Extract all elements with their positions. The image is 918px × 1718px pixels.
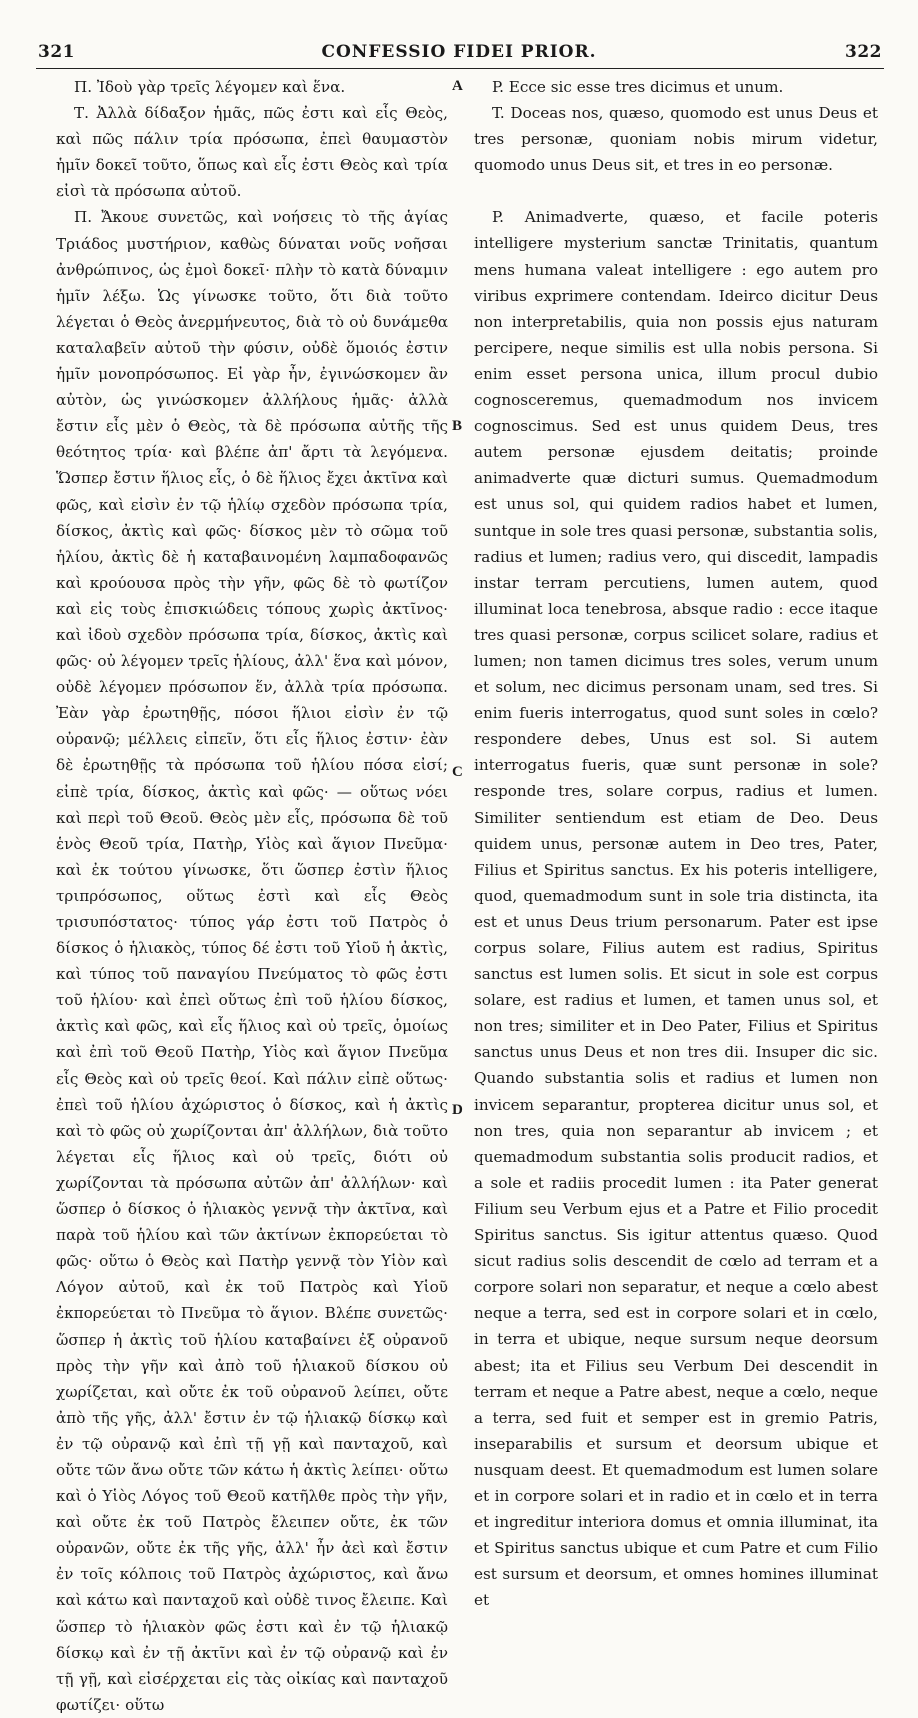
section-marker-a: A (452, 78, 463, 94)
latin-column (474, 74, 878, 1613)
latin-paragraph-1: P. Ecce sic esse tres dicimus et unum. (492, 78, 784, 96)
latin-paragraph-2: T. Doceas nos, quæso, quomodo est unus Deus et tres personæ, quoniam nobis mirum videtur, quomodo unus Deus sit, et tres in eo personæ. (474, 104, 878, 175)
page-number-left: 321 (38, 42, 75, 62)
header-rule (36, 68, 884, 69)
latin-paragraph-3: P. Animadverte, quæso, et facile poteris intelligere mysterium sanctæ Trinitatis, quantum mens humana valeat intelligere : ego autem pro viribus exprimere contendam. Ideirco dicitur Deus non interpretabilis, quia non possis ejus naturam percipere, neque similis est ulla nobis persona. Si enim esset persona unica, illum procul dubio cognosceremus, quemadmodum nos invicem cognoscimus. Sed est unus quidem Deus, tres autem personæ ejusdem deitatis; proinde animadverte quæ dicturi sumus. Quemadmodum est unus sol, qui quidem radios habet et lumen, suntque in sole tres quasi personæ, substantia solis, radius et lumen; radius vero, qui discedit, lampadis instar terram percutiens, lumen autem, quod illuminat loca tenebrosa, absque radio : ecce itaque tres quasi personæ, corpus scilicet solare, radius et lumen; non tamen dicimus tres soles, verum unum et solum, nec dicimus personam unam, sed tres. Si enim fueris interrogatus, quod sunt soles in cœlo? respondere debes, Unus est sol. Si autem interrogatus fueris, quæ sunt personæ in sole? responde tres, solare corpus, radius et lumen. Similiter sentiendum est etiam de Deo. Deus quidem unus, personæ autem in Deo tres, Pater, Filius et Spiritus sanctus. Ex his poteris intelligere, quod, quemadmodum sunt in sole tria distincta, ita est et unus Deus trium personarum. Pater est ipse corpus solare, Filius autem est radius, Spiritus sanctus est lumen solis. Et sicut in sole est corpus solare, est radius et lumen, et tamen unus sol, et non tres; similiter et in Deo Pater, Filius et Spiritus sanctus unus Deus et non tres dii. Insuper dic sic. Quando substantia solis et radius et lumen non invicem separantur, propterea dicitur unus sol, et non tres, quia non separantur ab invicem ; et quemadmodum substantia solis producit radios, et a sole et radiis procedit lumen : ita Pater generat Filium seu Verbum ejus et a Patre et Filio procedit Spiritus sanctus. Sis igitur attentus quæso. Quod sicut radius solis descendit de cœlo ad terram et a corpore solari non separatur, et neque a cœlo abest neque a terra, sed est in corpore solari et in cœlo, in terra et ubique, neque sursum neque deorsum abest; ita et Filius seu Verbum Dei descendit in terram et neque a Patre abest, neque a cœlo, neque a terra, sed fuit et semper est in gremio Patris, inseparabilis et sursum et deorsum ubique et nusquam deest. Et quemadmodum est lumen solare et in corpore solari et in radio et in cœlo et in terra et ingreditur interiora domus et omnia illuminat, ita et Spiritus sanctus ubique et cum Patre et cum Filio est sursum et deorsum, et omnes homines illuminat et (474, 208, 878, 1610)
section-marker-c: C (452, 764, 463, 780)
section-marker-d: D (452, 1102, 463, 1118)
greek-paragraph-3: Π. Ἄκουε συνετῶς, καὶ νοήσεις τὸ τῆς ἁγίας Τριάδος μυστήριον, καθὼς δύναται νοῦς νοῆσαι ἀνθρώπινος, ὡς ἐμοὶ δοκεῖ· πλὴν τὸ κατὰ δύναμιν ἡμῖν λέξω. Ὡς γίνωσκε τοῦτο, ὅτι διὰ τοῦτο λέγεται ὁ Θεὸς ἀνερμήνευτος, διὰ τὸ οὐ δυνάμεθα καταλαβεῖν αὐτοῦ τὴν φύσιν, οὐδὲ ὅμοιός ἐστιν ἡμῖν μονοπρόσωπος. Εἰ γὰρ ἦν, ἐγινώσκομεν ἂν αὐτὸν, ὡς γινώσκομεν ἀλλήλους ἡμᾶς· ἀλλὰ ἔστιν εἷς μὲν ὁ Θεὸς, τὰ δὲ πρόσωπα αὐτῆς τῆς θεότητος τρία· καὶ βλέπε ἀπ' ἄρτι τὰ λεγόμενα. Ὥσπερ ἔστιν ἥλιος εἷς, ὁ δὲ ἥλιος ἔχει ἀκτῖνα καὶ φῶς, καὶ εἰσὶν ἐν τῷ ἡλίῳ σχεδὸν πρόσωπα τρία, δίσκος, ἀκτὶς καὶ φῶς· δίσκος μὲν τὸ σῶμα τοῦ ἡλίου, ἀκτὶς δὲ ἡ καταβαινομένη λαμπαδοφανῶς καὶ κρούουσα πρὸς τὴν γῆν, φῶς δὲ τὸ φωτίζον καὶ εἰς τοὺς ἐπισκιώδεις τόπους χωρὶς ἀκτῖνος· καὶ ἰδοὺ σχεδὸν πρόσωπα τρία, δίσκος, ἀκτὶς καὶ φῶς· οὐ λέγομεν τρεῖς ἡλίους, ἀλλ' ἕνα καὶ μόνον, οὐδὲ λέγομεν πρόσωπον ἕν, ἀλλὰ τρία πρόσωπα. Ἐὰν γὰρ ἐρωτηθῇς, πόσοι ἥλιοι εἰσὶν ἐν τῷ οὐρανῷ; μέλλεις εἰπεῖν, ὅτι εἷς ἥλιος ἐστιν· ἐὰν δὲ ἐρωτηθῇς τὰ πρόσωπα τοῦ ἡλίου πόσα εἰσί; εἰπὲ τρία, δίσκος, ἀκτὶς καὶ φῶς· — οὕτως νόει καὶ περὶ τοῦ Θεοῦ. Θεὸς μὲν εἷς, πρόσωπα δὲ τοῦ ἑνὸς Θεοῦ τρία, Πατὴρ, Υἱὸς καὶ ἅγιον Πνεῦμα· καὶ ἐκ τούτου γίνωσκε, ὅτι ὥσπερ ἐστὶν ἥλιος τριπρόσωπος, οὕτως ἐστὶ καὶ εἷς Θεὸς τρισυπόστατος· τύπος γάρ ἐστι τοῦ Πατρὸς ὁ δίσκος ὁ ἡλιακὸς, τύπος δέ ἐστι τοῦ Υἱοῦ ἡ ἀκτὶς, καὶ τύπος τοῦ παναγίου Πνεύματος τὸ φῶς ἐστι τοῦ ἡλίου· καὶ ἐπεὶ οὕτως ἐπὶ τοῦ ἡλίου δίσκος, ἀκτὶς καὶ φῶς, καὶ εἷς ἥλιος καὶ οὐ τρεῖς, ὁμοίως καὶ ἐπὶ τοῦ Θεοῦ Πατὴρ, Υἱὸς καὶ ἅγιον Πνεῦμα εἷς Θεὸς καὶ οὐ τρεῖς θεοί. Καὶ πάλιν εἰπὲ οὕτως· ἐπεὶ τοῦ ἡλίου ἀχώριστος ὁ δίσκος, καὶ ἡ ἀκτὶς καὶ τὸ φῶς οὐ χωρίζονται ἀπ' ἀλλήλων, διὰ τοῦτο λέγεται εἷς ἥλιος καὶ οὐ τρεῖς, διότι οὐ χωρίζονται τὰ πρόσωπα αὐτῶν ἀπ' ἀλλήλων· καὶ ὥσπερ ὁ δίσκος ὁ ἡλιακὸς γεννᾷ τὴν ἀκτῖνα, καὶ παρὰ τοῦ ἡλίου καὶ τῶν ἀκτίνων ἐκπορεύεται τὸ φῶς· οὕτω ὁ Θεὸς καὶ Πατὴρ γεννᾷ τὸν Υἱὸν καὶ Λόγον αὐτοῦ, καὶ ἐκ τοῦ Πατρὸς καὶ Υἱοῦ ἐκπορεύεται τὸ Πνεῦμα τὸ ἅγιον. Βλέπε συνετῶς· ὥσπερ ἡ ἀκτὶς τοῦ ἡλίου καταβαίνει ἐξ οὐρανοῦ πρὸς τὴν γῆν καὶ ἀπὸ τοῦ ἡλιακοῦ δίσκου οὐ χωρίζεται, καὶ οὔτε ἐκ τοῦ οὐρανοῦ λείπει, οὔτε ἀπὸ τῆς γῆς, ἀλλ' ἔστιν ἐν τῷ ἡλιακῷ δίσκῳ καὶ ἐν τῷ οὐρανῷ καὶ ἐπὶ τῇ γῇ καὶ πανταχοῦ, καὶ οὔτε τῶν ἄνω οὔτε τῶν κάτω ἡ ἀκτὶς λείπει· οὕτω καὶ ὁ Υἱὸς Λόγος τοῦ Θεοῦ κατῆλθε πρὸς τὴν γῆν, καὶ οὔτε ἐκ τοῦ Πατρὸς ἔλειπεν οὔτε, ἐκ τῶν οὐρανῶν, οὔτε ἐκ τῆς γῆς, ἀλλ' ἦν ἀεὶ καὶ ἔστιν ἐν τοῖς κόλποις τοῦ Πατρὸς ἀχώριστος, καὶ ἄνω καὶ κάτω καὶ πανταχοῦ καὶ οὐδὲ τινος ἔλειπε. Καὶ ὥσπερ τὸ ἡλιακὸν φῶς ἐστι καὶ ἐν τῷ ἡλιακῷ δίσκῳ καὶ ἐν τῇ ἀκτῖνι καὶ ἐν τῷ οὐρανῷ καὶ ἐν τῇ γῇ, καὶ εἰσέρχεται εἰς τὰς οἰκίας καὶ πανταχοῦ φωτίζει· οὕτω (56, 208, 448, 1714)
paragraph-gap (474, 178, 878, 204)
greek-paragraph-1: Π. Ἰδοὺ γὰρ τρεῖς λέγομεν καὶ ἕνα. (74, 78, 346, 96)
greek-column (56, 74, 448, 1718)
running-title: CONFESSIO FIDEI PRIOR. (321, 42, 597, 62)
section-marker-b: B (452, 418, 463, 434)
greek-paragraph-2: Τ. Ἀλλὰ δίδαξον ἡμᾶς, πῶς ἐστι καὶ εἷς Θεὸς, καὶ πῶς πάλιν τρία πρόσωπα, ἐπεὶ θαυμαστὸν ἡμῖν δοκεῖ τοῦτο, ὅπως καὶ εἷς ἐστι Θεὸς καὶ τρία εἰσὶ τὰ πρόσωπα αὐτοῦ. (56, 104, 448, 201)
page-number-right: 322 (845, 42, 882, 62)
page-header (30, 42, 888, 68)
